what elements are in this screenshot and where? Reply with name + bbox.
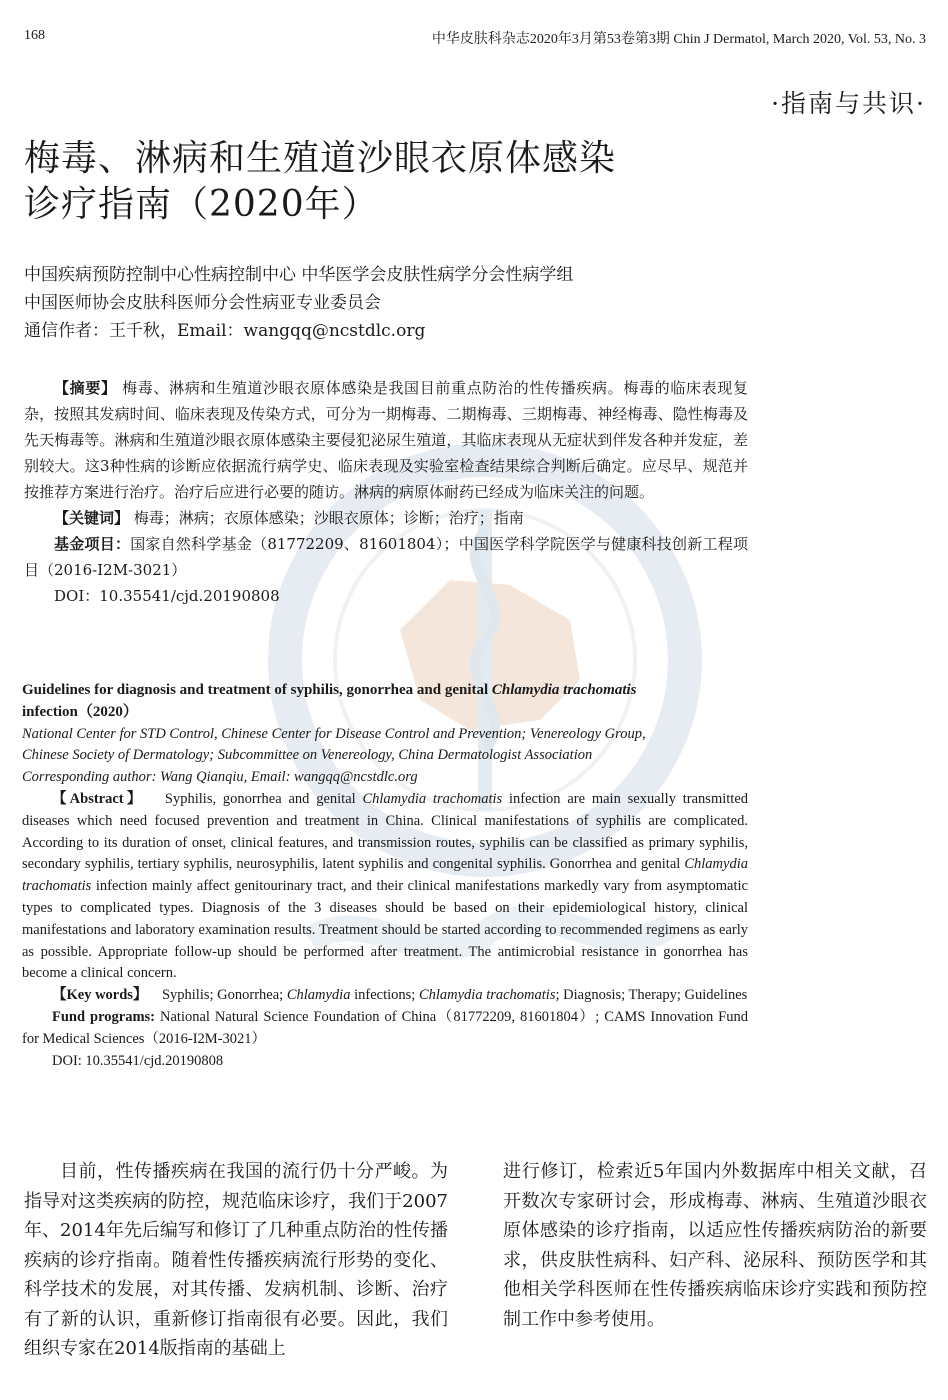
english-keywords-italic-2: Chlamydia trachomatis [418, 987, 556, 1004]
english-doi: DOI: 10.35541/cjd.20190808 [52, 1052, 224, 1069]
english-abstract-text-b: infection are main sexually transmitted diseases which need focused prevention and treatment in China. Clinical manifestations of syphilis are complicated. According to its duration of onset, clinical features, and transmission routes, syphilis can be classified as primary syphilis, secondary syphilis, tertiary syphilis, neurosyphilis, latent syphilis and congenital syphilis. Gonorrhea and genital [22, 790, 749, 873]
english-abstract-text-a: Syphilis, gonorrhea and genital [164, 790, 363, 807]
english-fund-text: National Natural Science Foundation of China（81772209, 81601804）; CAMS Innovation Fund for Medical Sciences（2016-I2M-3021） [22, 1008, 748, 1047]
english-keywords-b: infections; [350, 987, 419, 1004]
keywords-label: 【关键词】 [54, 509, 130, 527]
body-column-left [24, 1157, 448, 1364]
fund-text: 国家自然科学基金（81772209、81601804）；中国医学科学院医学与健康科技创新工程项目（2016-I2M-3021） [24, 535, 748, 579]
english-abstract [22, 680, 748, 1072]
english-corresponding: Corresponding author: Wang Qianqiu, Email: wangqq@ncstdlc.org [22, 769, 418, 786]
english-abstract-italic-1: Chlamydia trachomatis [362, 790, 503, 807]
english-affiliation-2: Chinese Society of Dermatology; Subcommittee on Venereology, China Dermatologist Association [22, 747, 593, 764]
english-abstract-label: 【Abstract】 [52, 790, 145, 807]
english-keywords-a: Syphilis; Gonorrhea; [161, 987, 287, 1004]
page-number: 168 [24, 28, 45, 43]
article-title-line1: 梅毒、淋病和生殖道沙眼衣原体感染 [24, 138, 617, 179]
english-abstract-text-c: infection mainly affect genitourinary tract, and their clinical manifestations markedly vary from asymptomatic types to complicated types. Diagnosis of the 3 diseases should be based on their epidemiological history, clinical manifestations and laboratory examination results. Treatment should be started according to recommended regimens as early as possible. Appropriate follow-up should be performed after treatment. The antimicrobial resistance in gonorrhea has become a clinical concern. [22, 878, 748, 982]
english-keywords-c: ; Diagnosis; Therapy; Guidelines [555, 987, 748, 1004]
chinese-abstract [24, 375, 748, 609]
body-column-right [503, 1157, 927, 1334]
keywords-paragraph [24, 505, 748, 531]
corresponding-author: 通信作者：王千秋，Email：wangqq@ncstdlc.org [24, 321, 426, 341]
english-abstract-italic-2: Chlamydia trachomatis [22, 856, 748, 895]
fund-paragraph [24, 531, 748, 583]
english-fund-paragraph [22, 1007, 748, 1051]
english-title-part2: infection（2020） [22, 703, 138, 720]
english-keywords-label: 【Key words】 [52, 987, 148, 1004]
authors-line2: 中国医师协会皮肤科医师分会性病亚专业委员会 [24, 293, 381, 313]
authors-line1: 中国疾病预防控制中心性病控制中心 中华医学会皮肤性病学分会性病学组 [24, 265, 574, 285]
english-keywords-italic-1: Chlamydia [286, 987, 351, 1004]
keywords-text: 梅毒；淋病；衣原体感染；沙眼衣原体；诊断；治疗；指南 [133, 509, 524, 527]
abstract-label: 【摘要】 [54, 379, 117, 397]
article-title-line2: 诊疗指南（2020年） [24, 184, 379, 225]
section-label: ·指南与共识· [771, 89, 926, 118]
english-abstract-paragraph [22, 789, 748, 985]
english-title-italic: Chlamydia trachomatis [491, 682, 637, 698]
english-title-part1: Guidelines for diagnosis and treatment of syphilis, gonorrhea and genital [22, 682, 492, 698]
english-title [22, 680, 748, 724]
body-right-text: 进行修订，检索近5年国内外数据库中相关文献，召开数次专家研讨会，形成梅毒、淋病、生殖道沙眼衣原体感染的诊疗指南，以适应性传播疾病防治的新要求，供皮肤性病科、妇产科、泌尿科、预防医学和其他相关学科医师在性传播疾病临床诊疗实践和预防控制工作中参考使用。 [503, 1161, 927, 1330]
journal-header: 中华皮肤科杂志2020年3月第53卷第3期 Chin J Dermatol, March 2020, Vol. 53, No. 3 [431, 32, 926, 47]
abstract-text: 梅毒、淋病和生殖道沙眼衣原体感染是我国目前重点防治的性传播疾病。梅毒的临床表现复杂，按照其发病时间、临床表现及传染方式，可分为一期梅毒、二期梅毒、三期梅毒、神经梅毒、隐性梅毒及先天梅毒等。淋病和生殖道沙眼衣原体感染主要侵犯泌尿生殖道，其临床表现从无症状到伴发各种并发症，差别较大。这3种性病的诊断应依据流行病学史、临床表现及实验室检查结果综合判断后确定。应尽早、规范并按推荐方案进行治疗。治疗后应进行必要的随访。淋病的病原体耐药已经成为临床关注的问题。 [24, 379, 748, 501]
english-keywords-paragraph [22, 985, 748, 1007]
english-affiliation-1: National Center for STD Control, Chinese Center for Disease Control and Prevention; Venereology Group, [22, 725, 646, 742]
abstract-paragraph [24, 375, 748, 505]
fund-label: 基金项目： [54, 535, 131, 553]
body-left-text: 目前，性传播疾病在我国的流行仍十分严峻。为指导对这类疾病的防控，规范临床诊疗，我们于2007年、2014年先后编写和修订了几种重点防治的性传播疾病的诊疗指南。随着性传播疾病流行形势的变化、科学技术的发展，对其传播、发病机制、诊断、治疗有了新的认识，重新修订指南很有必要。因此，我们组织专家在2014版指南的基础上 [24, 1161, 448, 1359]
english-fund-label: Fund programs: [52, 1008, 156, 1025]
doi: DOI：10.35541/cjd.20190808 [54, 587, 280, 605]
